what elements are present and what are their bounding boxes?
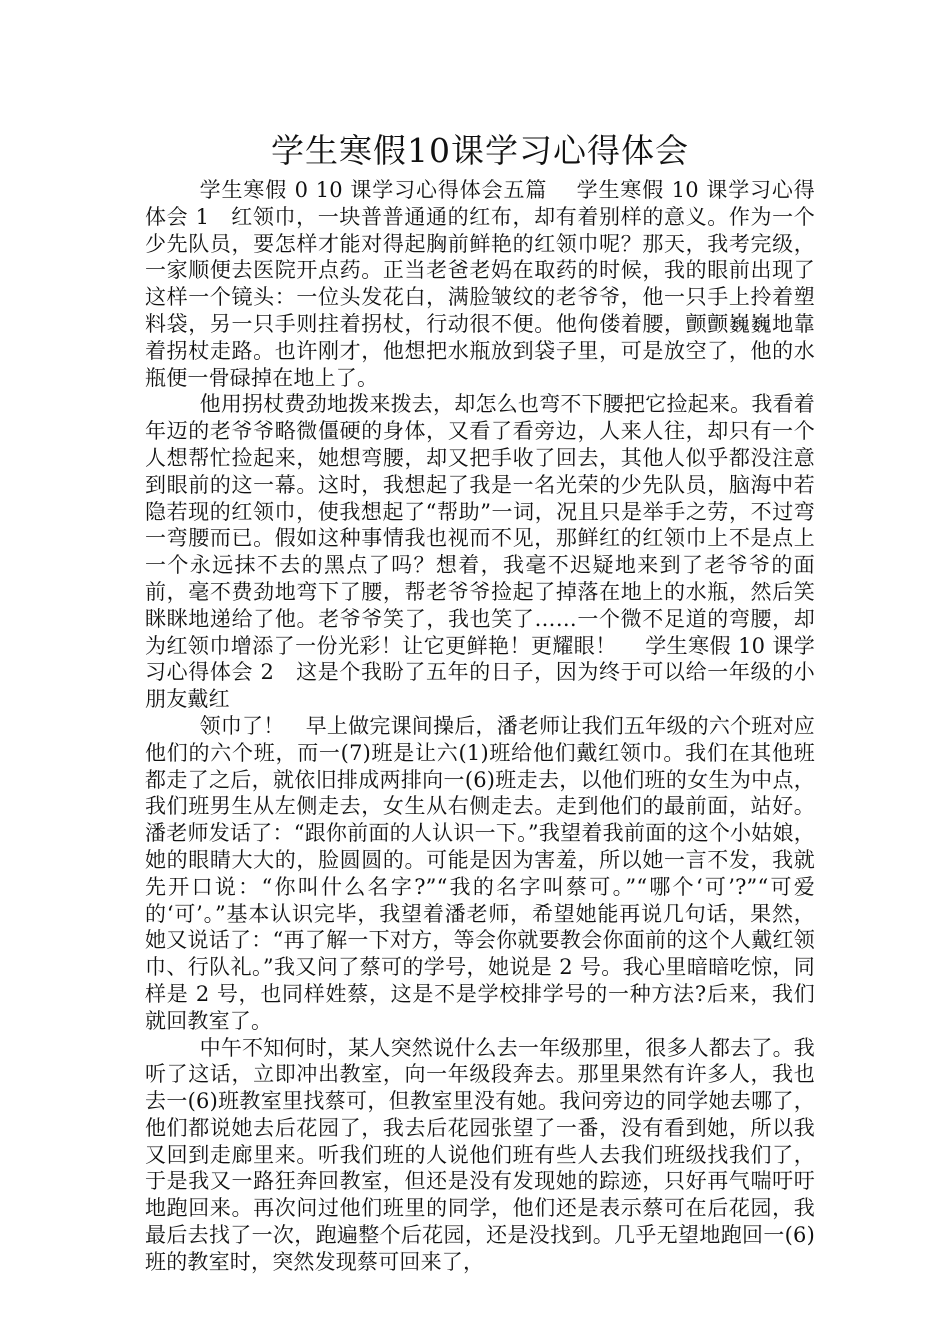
document-page: [145, 125, 815, 1276]
paragraph-1: 学生寒假 0 10 课学习心得体会五篇 学生寒假 10 课学习心得体会 1 红领巾，一块普普通通的红布，却有着别样的意义。作为一个少先队员，要怎样才能对得起胸前鲜艳的红领巾呢？那天，我考完级，一家顺便去医院开点药。正当老爸老妈在取药的时候，我的眼前出现了这样一个镜头：一位头发花白，满脸皱纹的老爷爷，他一只手上拎着塑料袋，另一只手则拄着拐杖，行动很不便。他佝偻着腰，颤颤巍巍地靠着拐杖走路。也许刚才，他想把水瓶放到袋子里，可是放空了，他的水瓶便一骨碌掉在地上了。: [145, 178, 815, 390]
paragraph-3: 领巾了！ 早上做完课间操后，潘老师让我们五年级的六个班对应他们的六个班，而一(7)班是让六(1)班给他们戴红领巾。我们在其他班都走了之后，就依旧排成两排向一(6)班走去，以他们班的女生为中点，我们班男生从左侧走去，女生从右侧走去。走到他们的最前面，站好。潘老师发话了：“跟你前面的人认识一下。”我望着我前面的这个小姑娘，她的眼睛大大的，脸圆圆的。可能是因为害羞，所以她一言不发，我就先开口说：“你叫什么名字?”“我的名字叫蔡可。”“哪个‘可’?”“可爱的‘可’。”基本认识完毕，我望着潘老师，希望她能再说几句话，果然，她又说话了：“再了解一下对方，等会你就要教会你面前的这个人戴红领巾、行队礼。”我又问了蔡可的学号，她说是 2 号。我心里暗暗吃惊，同样是 2 号，也同样姓蔡，这是不是学校排学号的一种方法?后来，我们就回教室了。: [145, 713, 815, 1033]
document-title: 学生寒假10课学习心得体会: [271, 131, 689, 170]
paragraph-2: 他用拐杖费劲地拨来拨去，却怎么也弯不下腰把它捡起来。我看着年迈的老爷爷略微僵硬的身体，又看了看旁边，人来人往，却只有一个人想帮忙捡起来，她想弯腰，却又把手收了回去，其他人似乎都没注意到眼前的这一幕。这时，我想起了我是一名光荣的少先队员，脑海中若隐若现的红领巾，使我想起了“帮助”一词，况且只是举手之劳，不过弯一弯腰而已。假如这种事情我也视而不见，那鲜红的红领巾上不是点上一个永远抹不去的黑点了吗？想着，我毫不迟疑地来到了老爷爷的面前，毫不费劲地弯下了腰，帮老爷爷捡起了掉落在地上的水瓶，然后笑眯眯地递给了他。老爷爷笑了，我也笑了……一个微不足道的弯腰，却为红领巾增添了一份光彩！让它更鲜艳！更耀眼！ 学生寒假 10 课学习心得体会 2 这是个我盼了五年的日子，因为终于可以给一年级的小朋友戴红: [145, 392, 815, 712]
paragraph-4: 中午不知何时，某人突然说什么去一年级那里，很多人都去了。我听了这话，立即冲出教室，向一年级段奔去。那里果然有许多人，我也去一(6)班教室里找蔡可，但教室里没有她。我问旁边的同学她去哪了，他们都说她去后花园了，我去后花园张望了一番，没有看到她，所以我又回到走廊里来。听我们班的人说他们班有些人去我们班级找我们了，于是我又一路狂奔回教室，但还是没有发现她的踪迹，只好再气喘吁吁地跑回来。再次问过他们班里的同学，他们还是表示蔡可在后花园，我最后去找了一次，跑遍整个后花园，还是没找到。几乎无望地跑回一(6)班的教室时，突然发现蔡可回来了，: [145, 1035, 815, 1274]
